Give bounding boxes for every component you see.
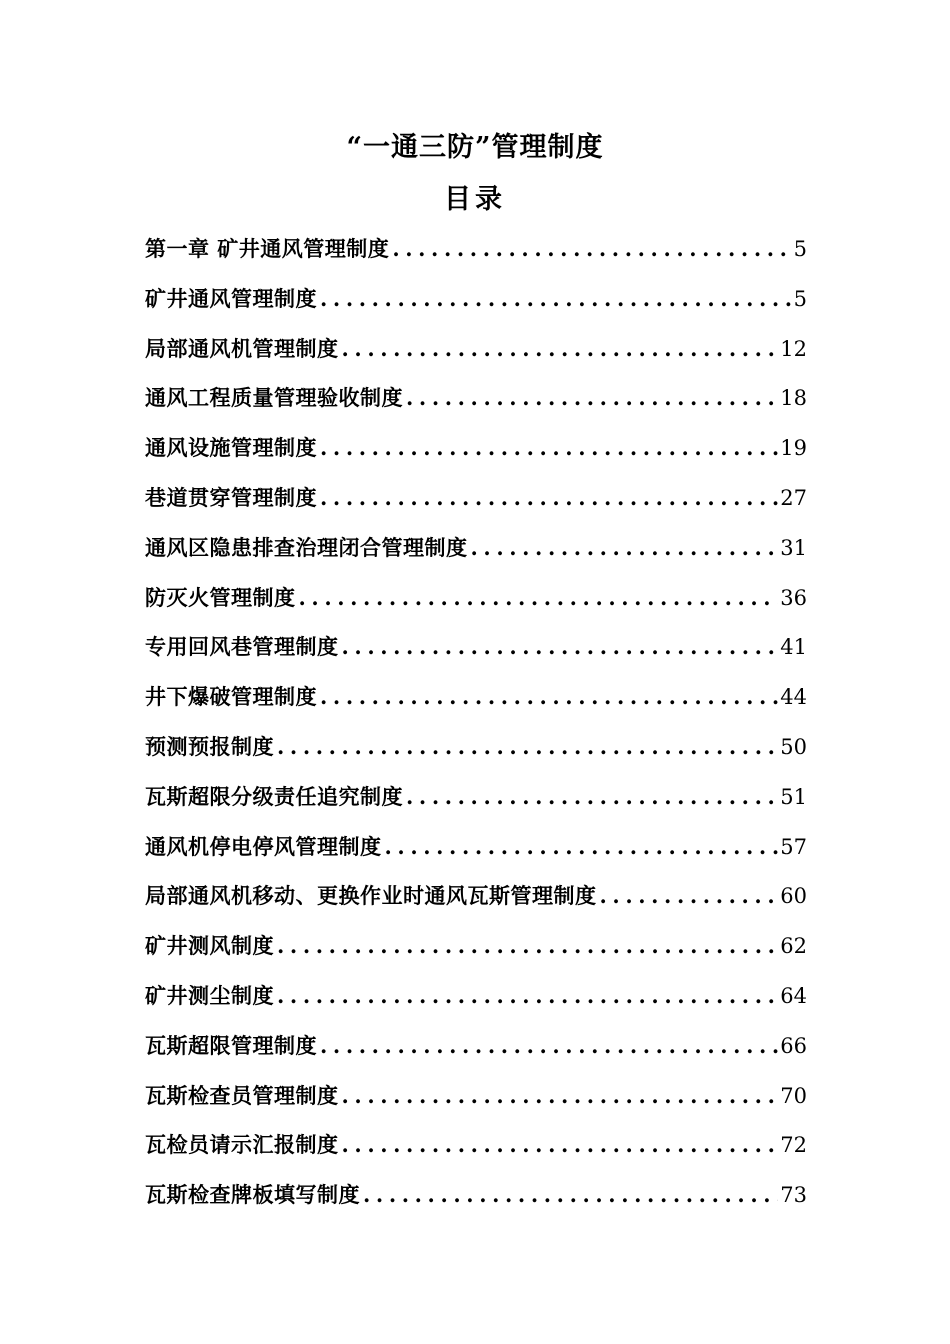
toc-dot-leader — [277, 976, 778, 1016]
toc-dot-leader — [342, 627, 779, 667]
toc-dot-leader — [320, 428, 778, 468]
document-title: “一通三防”管理制度 — [346, 132, 604, 163]
toc-entry-page: 41 — [780, 635, 807, 660]
toc-entry-page: 72 — [780, 1133, 807, 1158]
toc-entry-page: 70 — [780, 1083, 807, 1108]
toc-entry-label: 瓦检员请示汇报制度 — [145, 1132, 339, 1158]
toc-dot-leader — [385, 827, 779, 867]
toc-entry[interactable] — [145, 229, 807, 279]
toc-dot-leader — [363, 1175, 778, 1215]
toc-entry-page: 60 — [780, 884, 807, 909]
toc-entry-label: 瓦斯检查员管理制度 — [145, 1082, 339, 1108]
toc-dot-leader — [299, 578, 779, 618]
toc-entry[interactable] — [145, 727, 807, 777]
toc-entry[interactable] — [145, 279, 807, 329]
toc-entry-page: 18 — [780, 386, 807, 411]
toc-entry-label: 矿井测尘制度 — [145, 982, 274, 1008]
toc-entry-page: 27 — [780, 485, 807, 510]
toc-dot-leader — [320, 279, 792, 319]
table-of-contents — [145, 229, 807, 1225]
toc-entry-label: 瓦斯超限分级责任追究制度 — [145, 783, 403, 809]
toc-entry-label: 巷道贯穿管理制度 — [145, 484, 317, 510]
toc-entry[interactable] — [145, 926, 807, 976]
toc-entry-page: 66 — [780, 1033, 807, 1058]
toc-dot-leader — [342, 1125, 779, 1165]
toc-entry-label: 预测预报制度 — [145, 733, 274, 759]
toc-entry-page: 31 — [780, 535, 807, 560]
toc-entry-label: 瓦斯检查牌板填写制度 — [145, 1182, 360, 1208]
toc-entry-page: 19 — [780, 436, 807, 461]
toc-entry-label: 矿井通风管理制度 — [145, 285, 317, 311]
toc-entry[interactable] — [145, 1076, 807, 1126]
toc-entry[interactable] — [145, 578, 807, 628]
toc-dot-leader — [342, 1076, 779, 1116]
toc-entry-label: 局部通风机管理制度 — [145, 335, 339, 361]
toc-entry-label: 矿井测风制度 — [145, 933, 274, 959]
toc-dot-leader — [600, 876, 779, 916]
toc-entry[interactable] — [145, 1175, 807, 1225]
toc-entry-page: 62 — [780, 934, 807, 959]
toc-entry-label: 第一章 矿井通风管理制度 — [145, 236, 390, 261]
toc-entry-label: 瓦斯超限管理制度 — [145, 1032, 317, 1058]
toc-dot-leader — [471, 528, 779, 568]
toc-entry-page: 64 — [780, 983, 807, 1008]
toc-entry[interactable] — [145, 827, 807, 877]
toc-entry[interactable] — [145, 777, 807, 827]
toc-entry[interactable] — [145, 378, 807, 428]
toc-entry-label: 井下爆破管理制度 — [145, 684, 317, 710]
toc-entry[interactable] — [145, 677, 807, 727]
toc-entry[interactable] — [145, 329, 807, 379]
toc-entry-page: 36 — [780, 585, 807, 610]
toc-entry-page: 50 — [780, 734, 807, 759]
toc-entry[interactable] — [145, 1026, 807, 1076]
toc-entry-page: 57 — [780, 834, 807, 859]
toc-entry-label: 通风工程质量管理验收制度 — [145, 385, 403, 411]
toc-entry[interactable] — [145, 528, 807, 578]
toc-entry[interactable] — [145, 627, 807, 677]
toc-dot-leader — [320, 478, 778, 518]
toc-dot-leader — [277, 926, 778, 966]
toc-entry-label: 通风机停电停风管理制度 — [145, 833, 382, 859]
toc-entry[interactable] — [145, 428, 807, 478]
toc-entry-label: 防灭火管理制度 — [145, 584, 296, 610]
toc-entry-label: 局部通风机移动、更换作业时通风瓦斯管理制度 — [145, 883, 597, 909]
toc-entry[interactable] — [145, 976, 807, 1026]
toc-dot-leader — [406, 378, 778, 418]
toc-entry-page: 5 — [793, 237, 807, 261]
toc-entry-label: 通风设施管理制度 — [145, 435, 317, 461]
toc-entry-page: 44 — [780, 685, 807, 710]
toc-dot-leader — [320, 1026, 778, 1066]
toc-entry[interactable] — [145, 876, 807, 926]
toc-dot-leader — [320, 677, 778, 717]
toc-dot-leader — [277, 727, 778, 767]
toc-entry-label: 专用回风巷管理制度 — [145, 634, 339, 660]
toc-entry-page: 51 — [780, 784, 807, 809]
toc-dot-leader — [342, 329, 779, 369]
toc-entry-page: 5 — [793, 286, 807, 311]
toc-entry-page: 73 — [780, 1183, 807, 1208]
toc-dot-leader — [392, 229, 791, 269]
toc-entry[interactable] — [145, 1125, 807, 1175]
toc-entry[interactable] — [145, 478, 807, 528]
toc-heading: 目录 — [444, 184, 506, 215]
toc-entry-label: 通风区隐患排查治理闭合管理制度 — [145, 534, 468, 560]
toc-dot-leader — [406, 777, 778, 817]
toc-entry-page: 12 — [780, 336, 807, 361]
